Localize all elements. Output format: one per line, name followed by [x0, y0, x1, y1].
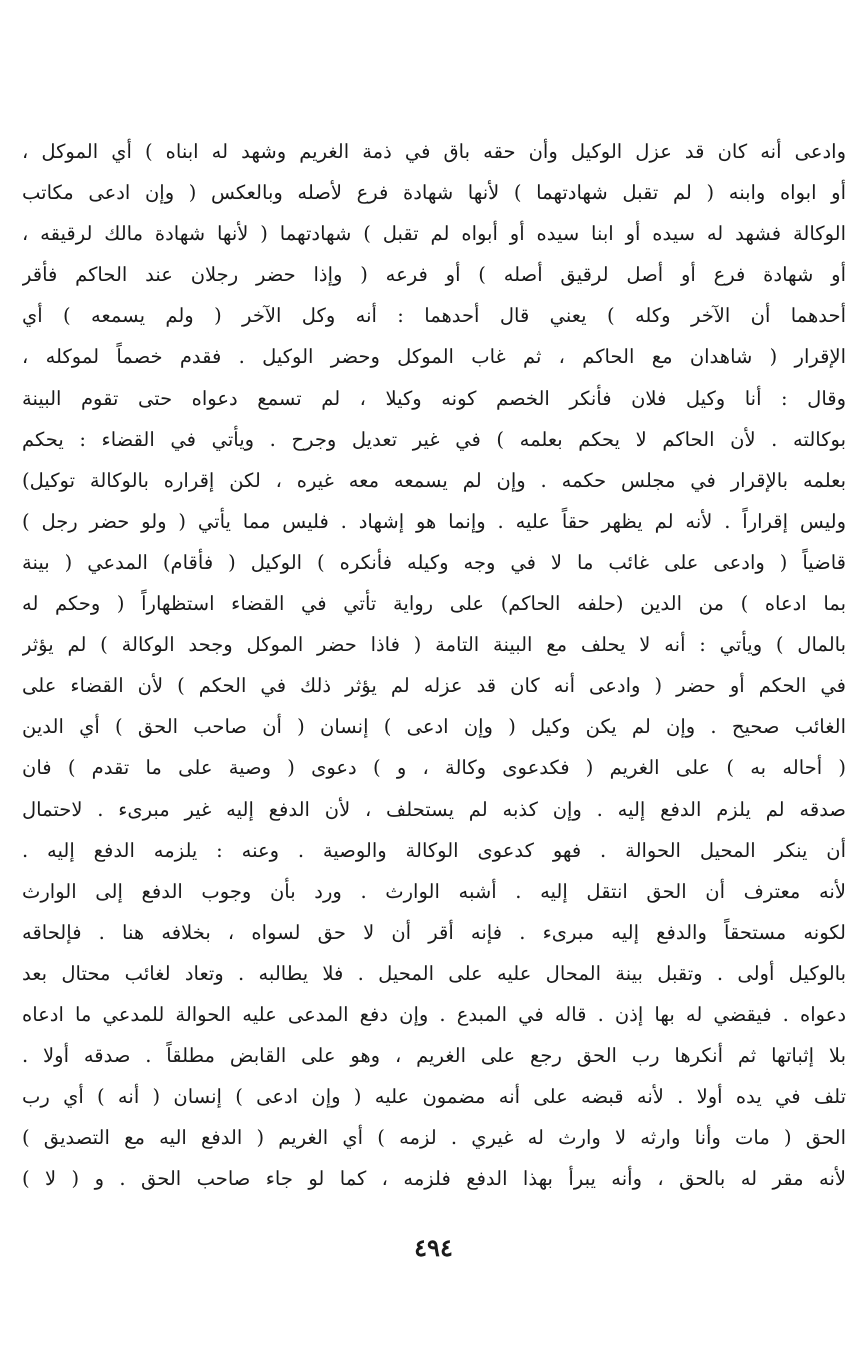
text-line: دعواه . فيقضي له بها إذن . قاله في المبدع . وإن دفع المدعى عليه الحوالة للمدعي ما ادعاه: [22, 1002, 846, 1026]
text-line: الوكالة فشهد له سيده أو ابنا سيده أو أبواه لم تقبل ) شهادتهما ( لأنها شهادة مالك لرقيقه ،: [22, 222, 846, 246]
text-line: صدقه لم يلزم الدفع إليه . وإن كذبه لم يستحلف ، لأن الدفع إليه غير مبرىء . لاحتمال: [22, 797, 846, 821]
page-number: ٤٩٤: [414, 1233, 453, 1262]
text-line: بوكالته . لأن الحاكم لا يحكم بعلمه ) في غير تعديل وجرح . ويأتي في القضاء : يحكم: [22, 427, 846, 451]
text-line: في الحكم أو حضر ( وادعى أنه كان قد عزله لم يؤثر ذلك في الحكم ) لأن القضاء على: [22, 674, 846, 698]
text-line: ( أحاله به ) على الغريم ( فكدعوى وكالة ، و ) دعوى ( وصية على ما تقدم ) فان: [22, 756, 846, 780]
text-line: وليس إقراراً . لأنه لم يظهر حقاً عليه . وإنما هو إشهاد . فليس مما يأتي ( ولو حضر رجل ): [22, 509, 846, 533]
body-text: [22, 131, 846, 1199]
text-line: وقال : أنا وكيل فلان فأنكر الخصم كونه وكيلا ، لم تسمع دعواه حتى تقوم البينة: [22, 386, 846, 410]
text-line: الغائب صحيح . وإن لم يكن وكيل ( وإن ادعى ) إنسان ( أن صاحب الحق ) أي الدين: [22, 715, 846, 739]
text-line: تلف في يده أولا . لأنه قبضه على أنه مضمون عليه ( وإن ادعى ) إنسان ( أنه ) أي رب: [22, 1085, 846, 1109]
text-line: قاضياً ( وادعى على غائب ما لا في وجه وكيله فأنكره ) الوكيل ( فأقام) المدعي ( بينة: [22, 550, 846, 574]
text-line: لأنه معترف أن الحق انتقل إليه . أشبه الوارث . ورد بأن وجوب الدفع إلى الوارث: [22, 879, 846, 903]
text-line: أو شهادة فرع أو أصل لرقيق أصله ) أو فرعه ( وإذا حضر رجلان عند الحاكم فأقر: [22, 263, 846, 287]
text-line: بعلمه بالإقرار في مجلس حكمه . وإن لم يسمعه معه غيره ، لكن إقراره بالوكالة توكيل): [22, 468, 846, 492]
text-line: لأنه مقر له بالحق ، وأنه يبرأ بهذا الدفع فلزمه ، كما لو جاء صاحب الحق . و ( لا ): [22, 1167, 846, 1191]
text-line: لكونه مستحقاً والدفع إليه مبرىء . فإنه أقر أن لا حق لسواه ، بخلافه هنا . فإلحاقه: [22, 920, 846, 944]
text-line: بلا إثباتها ثم أنكرها رب الحق رجع على الغريم ، وهو على القابض مطلقاً . صدقه أولا .: [22, 1044, 846, 1068]
text-line: الحق ( مات وأنا وارثه لا وارث له غيري . لزمه ) أي الغريم ( الدفع اليه مع التصديق ): [22, 1126, 846, 1150]
text-line: أحدهما أن الآخر وكله ) يعني قال أحدهما : أنه وكل الآخر ( ولم يسمعه ) أي: [22, 304, 846, 328]
text-line: الإقرار ( شاهدان مع الحاكم ، ثم غاب الموكل وحضر الوكيل . فقدم خصماً لموكله ،: [22, 345, 846, 369]
text-line: وادعى أنه كان قد عزل الوكيل وأن حقه باق في ذمة الغريم وشهد له ابناه ) أي الموكل ،: [22, 140, 846, 163]
text-line: بما ادعاه ) من الدين (حلفه الحاكم) على رواية تأتي في القضاء استظهاراً ( وحكم له: [22, 592, 846, 616]
text-line: أن ينكر المحيل الحوالة . فهو كدعوى الوكالة والوصية . وعنه : يلزمه الدفع إليه .: [22, 838, 846, 862]
text-line: بالوكيل أولى . وتقبل بينة المحال عليه على المحيل . فلا يطالبه . وتعاد لغائب محتال بعد: [22, 961, 846, 985]
text-line: أو ابواه وابنه ( لم تقبل شهادتهما ) لأنها شهادة فرع لأصله وبالعكس ( وإن ادعى مكاتب: [22, 181, 846, 205]
text-line: بالمال ) ويأتي : أنه لا يحلف مع البينة التامة ( فاذا حضر الموكل وجحد الوكالة ) لم يؤثر: [22, 633, 846, 657]
